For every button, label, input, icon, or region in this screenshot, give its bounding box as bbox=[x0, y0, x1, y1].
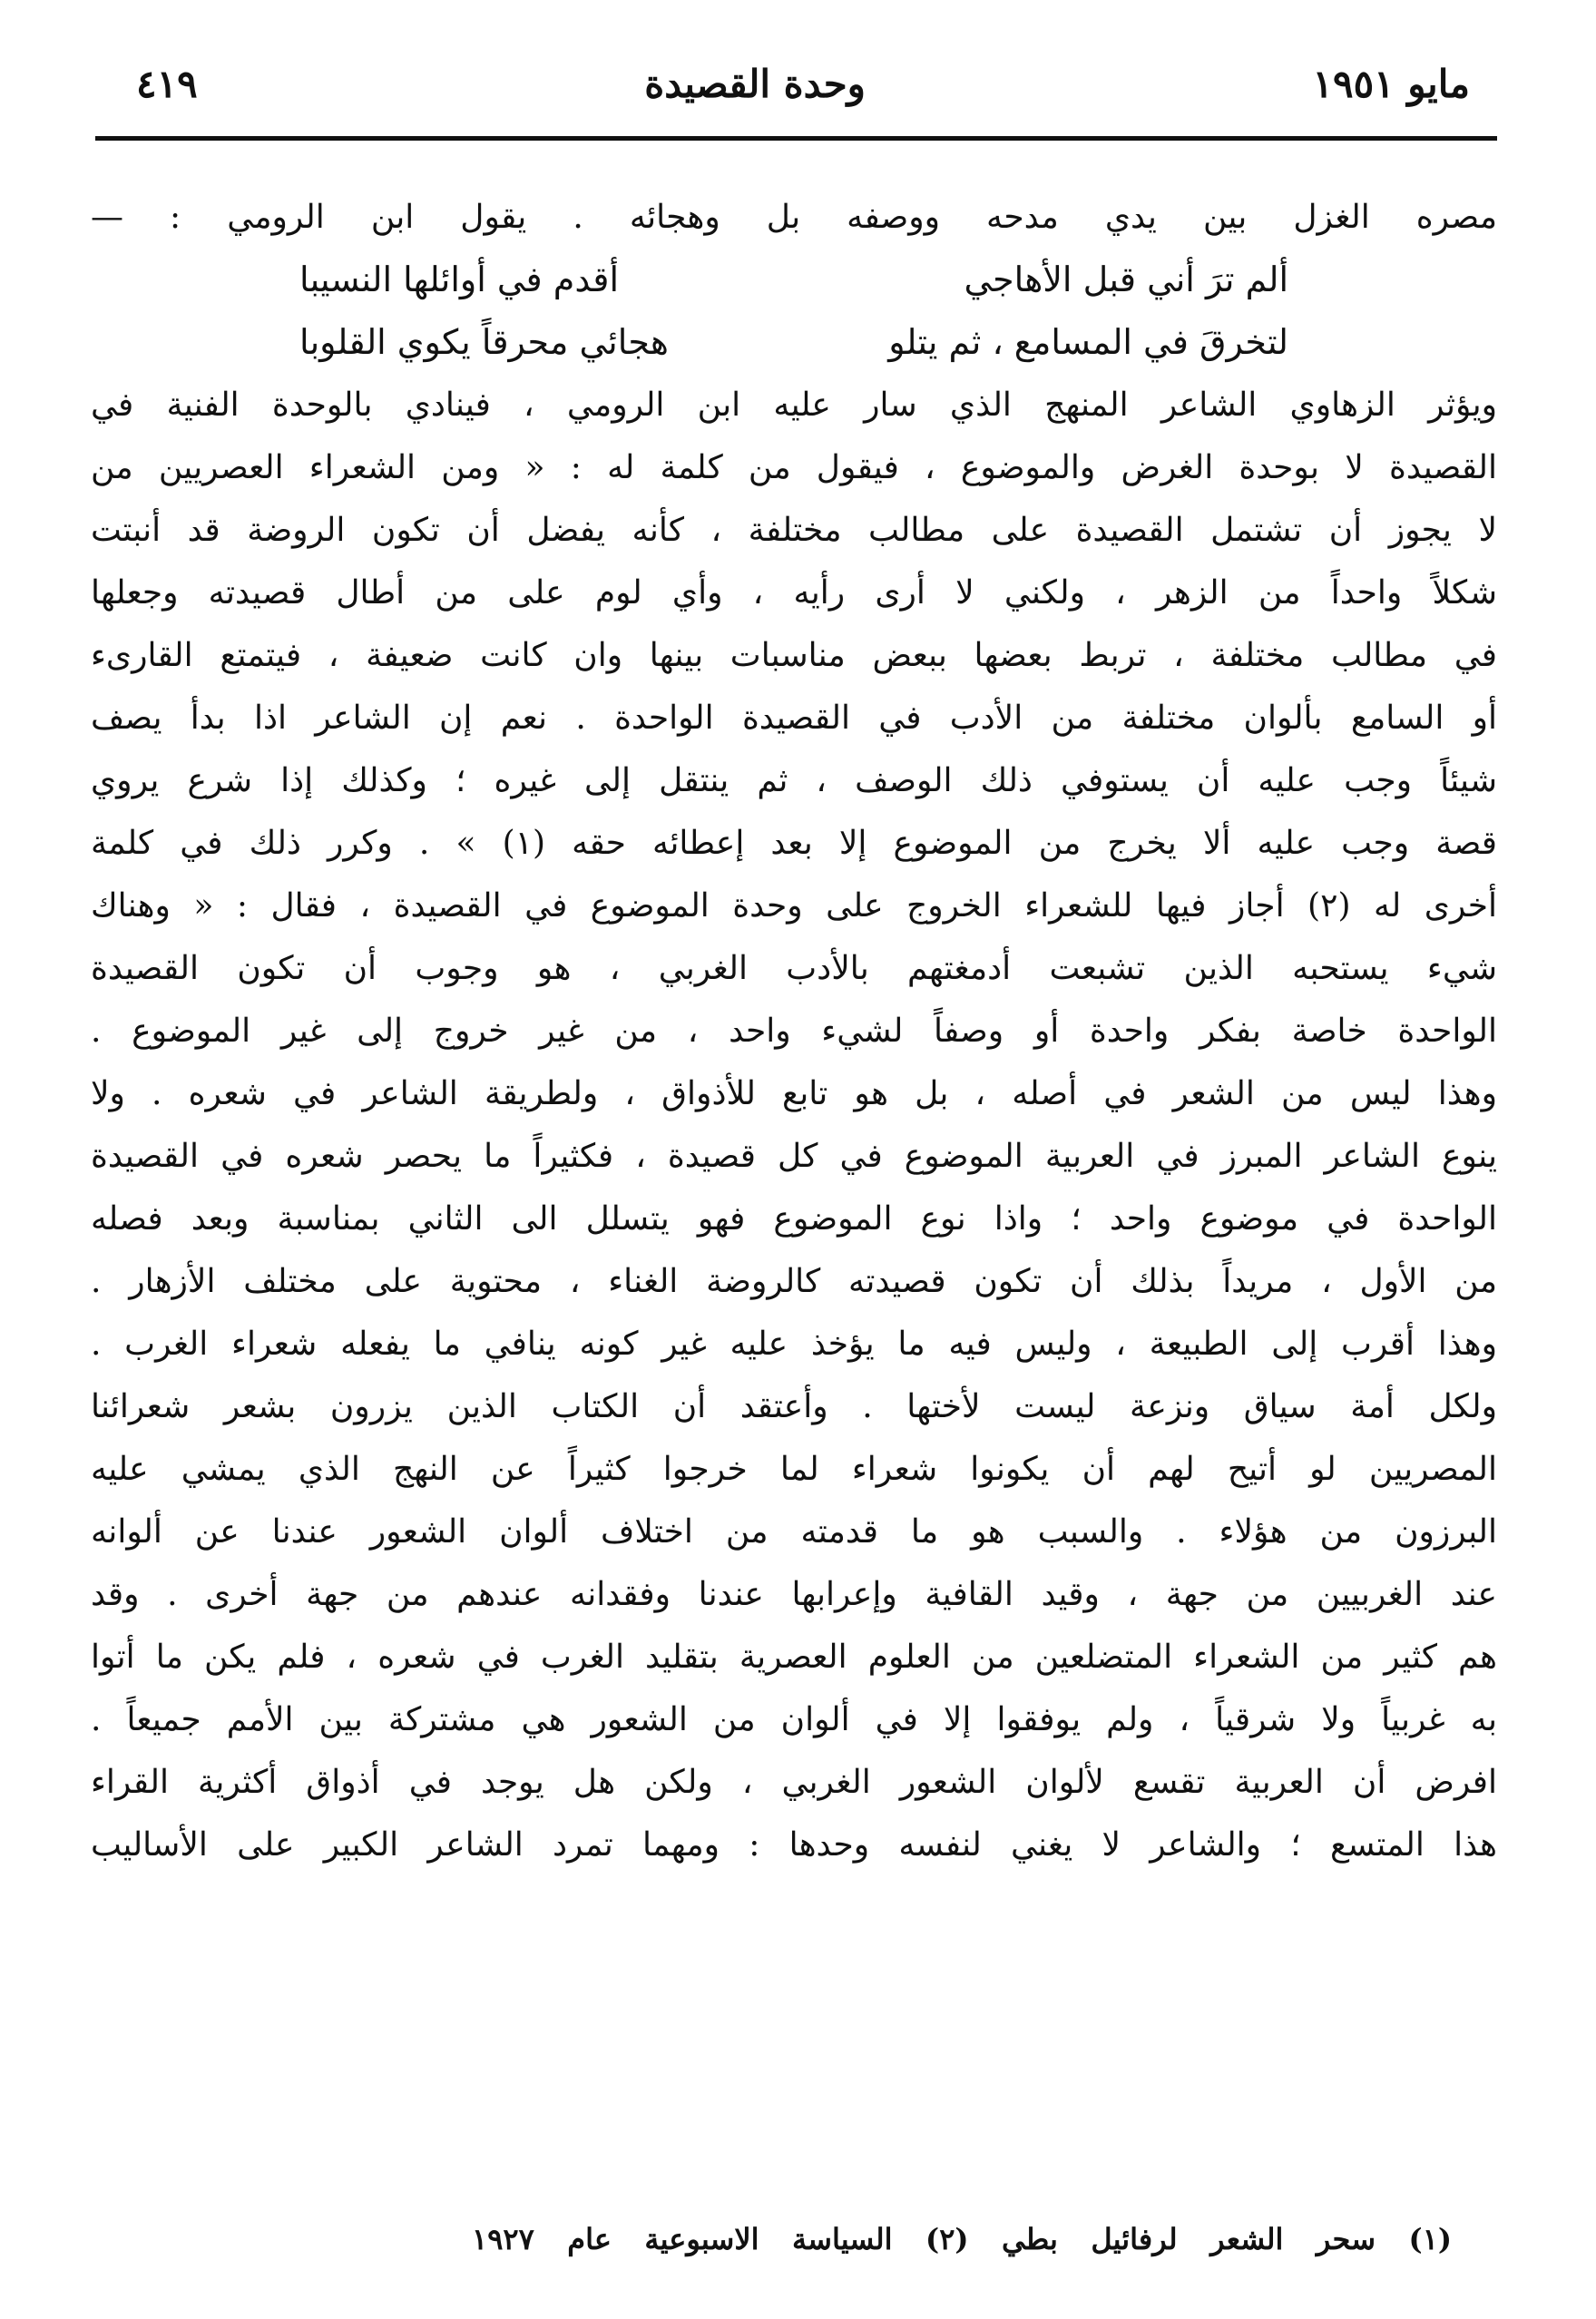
text-line: وهذا ليس من الشعر في أصله ، بل هو تابع للأذواق ، ولطريقة الشاعر في شعره . ولا bbox=[91, 1075, 1497, 1112]
text-line: أخرى له (٢) أجاز فيها للشعراء الخروج على وحدة الموضوع في القصيدة ، فقال : « وهناك bbox=[91, 887, 1497, 925]
text-line: لا يجوز أن تشتمل القصيدة على مطالب مختلفة ، كأنه يفضل أن تكون الروضة قد أنبتت bbox=[91, 512, 1497, 549]
text-line: هم كثير من الشعراء المتضلعين من العلوم العصرية بتقليد الغرب في شعره ، فلم يكن ما أتوا bbox=[91, 1639, 1497, 1676]
text-line: افرض أن العربية تقسع لألوان الشعور الغربي ، ولكن هل يوجد في أذواق أكثرية القراء bbox=[91, 1764, 1497, 1801]
poem-verse bbox=[91, 249, 1497, 311]
verse-first-hemistich: ألم ترَ أني قبل الأهاجي bbox=[964, 259, 1288, 299]
text-line: ولكل أمة سياق ونزعة ليست لأختها . وأعتقد أن الكتاب الذين يزرون بشعر شعرائنا bbox=[91, 1388, 1497, 1425]
verse-second-hemistich: أقدم في أوائلها النسيبا bbox=[299, 259, 620, 299]
text-line: القصيدة لا بوحدة الغرض والموضوع ، فيقول من كلمة له : « ومن الشعراء العصريين من bbox=[91, 449, 1497, 486]
text-line: قصة وجب عليه ألا يخرج من الموضوع إلا بعد إعطائه حقه (١) » . وكرر ذلك في كلمة bbox=[91, 825, 1497, 862]
paragraph bbox=[91, 374, 1497, 1876]
text-line: شكلاً واحداً من الزهر ، ولكني لا أرى رأيه ، وأي لوم على من أطال قصيدته وجعلها bbox=[91, 574, 1497, 612]
text-line: في مطالب مختلفة ، تربط بعضها ببعض مناسبات بينها وان كانت ضعيفة ، فيتمتع القارىء bbox=[91, 637, 1497, 674]
page-header bbox=[136, 47, 1470, 120]
poem-verse bbox=[91, 311, 1497, 374]
text-line: هذا المتسع ؛ والشاعر لا يغني لنفسه وحدها : ومهما تمرد الشاعر الكبير على الأساليب bbox=[91, 1826, 1497, 1864]
text-line: الواحدة خاصة بفكر واحدة أو وصفاً لشيء واحد ، من غير خروج إلى غير الموضوع . bbox=[91, 1013, 1497, 1050]
verse-first-hemistich: لتخرقَ في المسامع ، ثم يتلو bbox=[888, 322, 1288, 362]
text-line: من الأول ، مريداً بذلك أن تكون قصيدته كالروضة الغناء ، محتوية على مختلف الأزهار . bbox=[91, 1263, 1497, 1300]
text-line: عند الغربيين من جهة ، وقيد القافية وإعرابها عندنا وفقدانه عندهم من جهة أخرى . وقد bbox=[91, 1576, 1497, 1613]
article-title: وحدة القصيدة bbox=[644, 61, 866, 106]
text-line: وهذا أقرب إلى الطبيعة ، وليس فيه ما يؤخذ عليه غير كونه ينافي ما يفعله شعراء الغرب . bbox=[91, 1326, 1497, 1363]
text-line: المصريين لو أتيح لهم أن يكونوا شعراء لما خرجوا كثيراً عن النهج الذي يمشي عليه bbox=[91, 1451, 1497, 1488]
text-line: شيء يستحبه الذين تشبعت أدمغتهم بالأدب الغربي ، هو وجوب أن تكون القصيدة bbox=[91, 950, 1497, 987]
text-line: شيئاً وجب عليه أن يستوفي ذلك الوصف ، ثم ينتقل إلى غيره ؛ وكذلك إذا شرع يروي bbox=[91, 762, 1497, 799]
article-body bbox=[91, 186, 1497, 1876]
text-line: أو السامع بألوان مختلفة من الأدب في القصيدة الواحدة . نعم إن الشاعر اذا بدأ يصف bbox=[91, 700, 1497, 737]
text-line: الواحدة في موضوع واحد ؛ واذا نوع الموضوع فهو يتسلل الى الثاني بمناسبة وبعد فصله bbox=[91, 1200, 1497, 1238]
text-line: البرزون من هؤلاء . والسبب هو ما قدمته من اختلاف ألوان الشعور عندنا عن ألوانه bbox=[91, 1513, 1497, 1551]
page-number: ٤١٩ bbox=[136, 61, 198, 106]
text-line: ينوع الشاعر المبرز في العربية الموضوع في كل قصيدة ، فكثيراً ما يحصر شعره في القصيدة bbox=[91, 1138, 1497, 1175]
text-line: مصره الغزل بين يدي مدحه ووصفه بل وهجائه . يقول ابن الرومي : — bbox=[91, 199, 1497, 236]
issue-date: مايو ١٩٥١ bbox=[1312, 61, 1470, 106]
footnotes: (١) سحر الشعر لرفائيل بطي (٢) السياسة الاسبوعية عام ١٩٢٧ bbox=[472, 2222, 1452, 2256]
verse-second-hemistich: هجائي محرقاً يكوي القلوبا bbox=[299, 322, 669, 362]
header-rule bbox=[95, 136, 1497, 141]
text-line: ويؤثر الزهاوي الشاعر المنهج الذي سار عليه ابن الرومي ، فينادي بالوحدة الفنية في bbox=[91, 386, 1497, 424]
text-line: به غربياً ولا شرقياً ، ولم يوفقوا إلا في ألوان من الشعور هي مشتركة بين الأمم جميعاً . bbox=[91, 1701, 1497, 1738]
